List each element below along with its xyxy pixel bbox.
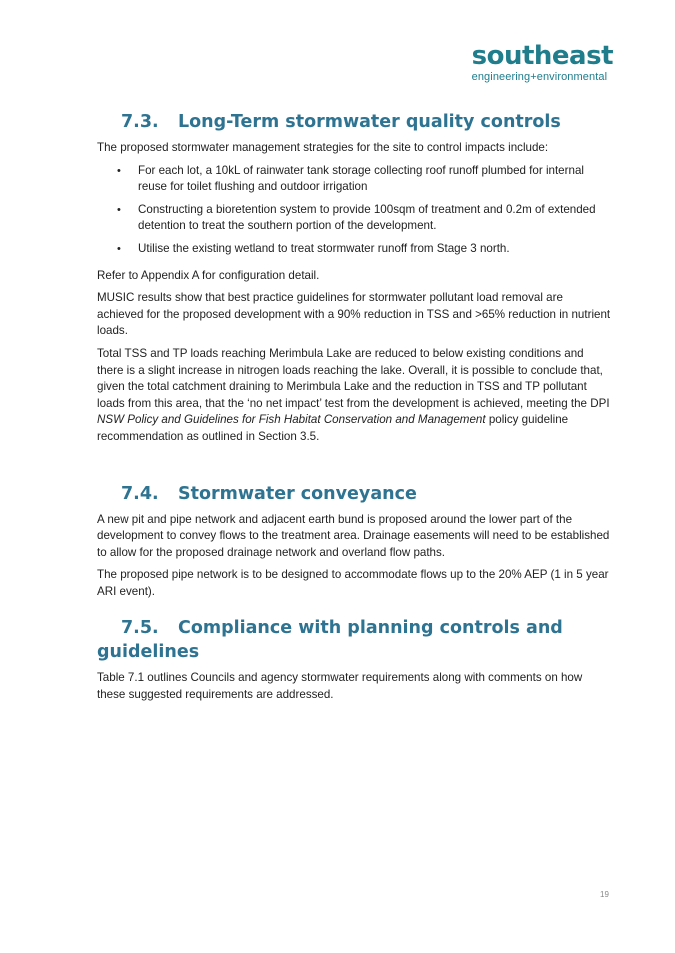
- section-number: 7.3.: [121, 112, 159, 132]
- list-item: [97, 241, 612, 258]
- paragraph: Table 7.1 outlines Councils and agency stormwater requirements along with comments on how these suggested requirements are addressed.: [97, 671, 583, 702]
- paragraph: The proposed pipe network is to be designed to accommodate flows up to the 20% AEP (1 in 5 year ARI event).: [97, 568, 609, 598]
- paragraph: MUSIC results show that best practice guidelines for stormwater pollutant load removal are achieved for the proposed development with a 90% reduction in TSS and >65% reduction in nutrient loads.: [97, 291, 611, 338]
- logo-tagline: engineering+environmental: [471, 71, 608, 83]
- bullet-icon: •: [117, 203, 121, 216]
- document-body: [97, 110, 612, 710]
- company-logo: [472, 42, 613, 83]
- paragraph: [97, 346, 612, 446]
- section-title: Compliance with planning controls and guidelines: [97, 618, 563, 663]
- list-item-text: Utilise the existing wetland to treat stormwater runoff from Stage 3 north.: [138, 241, 510, 255]
- section-title: Long-Term stormwater quality controls: [178, 112, 561, 132]
- page-number: 19: [600, 890, 609, 899]
- section-number: 7.5.: [121, 618, 159, 639]
- section-heading-7-3: [97, 110, 612, 134]
- list-item: [97, 202, 612, 235]
- paragraph-text: Total TSS and TP loads reaching Merimbula Lake are reduced to below existing conditions and there is a slight increase in nitrogen loads reaching the lake. Overall, it is possible to conclude that, given the total catchment draining to Merimbula Lake and the reduction in TSS and TP pollutant loads from this area, that the ‘no net impact’ test from the development is achieved, meeting the DPI: [97, 346, 610, 410]
- section-heading-7-4: [97, 482, 612, 506]
- bullet-icon: •: [117, 164, 121, 177]
- section-number: 7.4.: [121, 483, 159, 504]
- logo-wordmark: southeast: [471, 41, 613, 71]
- bullet-list: [97, 163, 612, 258]
- list-item-text: Constructing a bioretention system to provide 100sqm of treatment and 0.2m of extended detention to treat the southern portion of the development.: [138, 202, 596, 233]
- paragraph: Refer to Appendix A for configuration detail.: [97, 268, 320, 282]
- section-title: Stormwater conveyance: [178, 483, 417, 504]
- list-item: [97, 163, 612, 196]
- bullet-icon: •: [117, 242, 121, 255]
- policy-title: NSW Policy and Guidelines for Fish Habitat Conservation and Management: [97, 413, 486, 427]
- paragraph-text: policy guideline recommendation as outlined in Section 3.5.: [97, 413, 569, 443]
- paragraph: The proposed stormwater management strategies for the site to control impacts include:: [97, 141, 549, 154]
- paragraph: A new pit and pipe network and adjacent earth bund is proposed around the lower part of the development to convey flows to the treatment area. Drainage easements will need to be established to allow for the proposed drainage network and overland flow paths.: [97, 512, 610, 559]
- list-item-text: For each lot, a 10kL of rainwater tank storage collecting roof runoff plumbed for internal reuse for toilet flushing and outdoor irrigation: [138, 163, 584, 194]
- section-heading-7-5: [97, 616, 612, 664]
